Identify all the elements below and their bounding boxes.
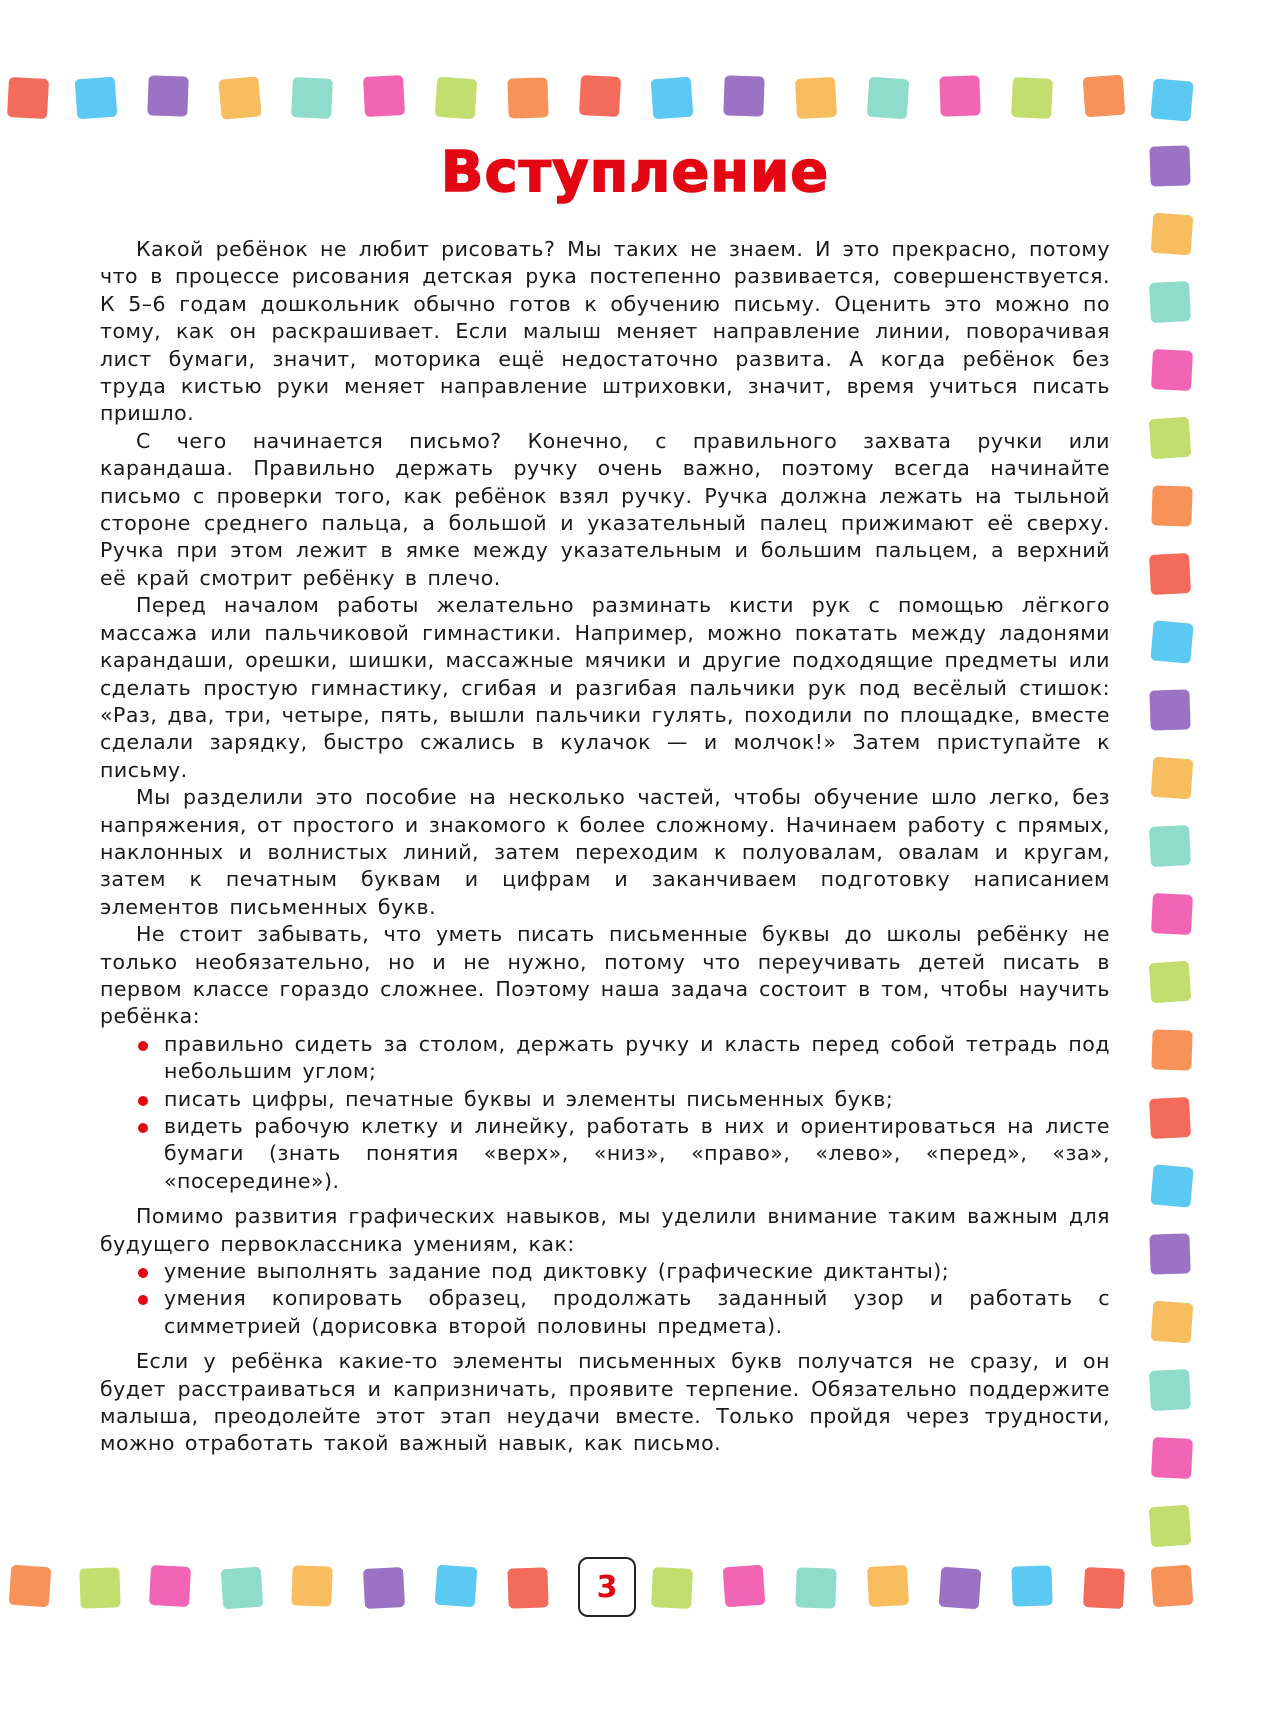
border-square bbox=[1011, 77, 1053, 119]
border-square bbox=[1151, 1029, 1192, 1070]
page-title: Вступление bbox=[440, 140, 830, 205]
paragraph: Помимо развития графических навыков, мы уделили внимание таким важным для будущего первоклассника умениям, как: bbox=[100, 1204, 1110, 1256]
border-square bbox=[1151, 349, 1193, 391]
border-square bbox=[79, 1567, 120, 1608]
border-square bbox=[939, 1567, 982, 1610]
border-square bbox=[147, 75, 188, 116]
border-square bbox=[9, 1565, 52, 1608]
paragraph: Мы разделили это пособие на несколько частей, чтобы обучение шло легко, без напряжения, от простого и знакомого к более сложному. Начинаем работу с прямых, наклонных и волнистых линий, затем переходим к полуовалам, овалам и кругам, затем к печатным буквам и цифрам и заканчиваем подготовку написанием элементов письменных букв. bbox=[100, 785, 1110, 919]
border-square bbox=[795, 1567, 836, 1608]
border-square bbox=[435, 77, 478, 120]
border-square bbox=[1149, 553, 1191, 595]
border-square bbox=[363, 1567, 405, 1609]
border-square bbox=[651, 77, 694, 120]
border-square bbox=[1150, 78, 1193, 121]
border-square bbox=[1151, 757, 1194, 800]
border-square bbox=[1151, 1565, 1194, 1608]
list-item: правильно сидеть за столом, держать ручку и класть перед собой тетрадь под небольшим углом; bbox=[100, 1031, 1110, 1086]
border-square bbox=[7, 77, 49, 119]
list-item: умения копировать образец, продолжать заданный узор и работать с симметрией (дорисовка второй половины предмета). bbox=[100, 1285, 1110, 1340]
border-square bbox=[1149, 825, 1191, 867]
border-square bbox=[1150, 1164, 1193, 1207]
paragraph: Какой ребёнок не любит рисовать? Мы таких не знаем. И это прекрасно, потому что в процессе рисования детская рука постепенно развивается, совершенствуется. К 5–6 годам дошкольник обычно готов к обучению письму. Оценить это можно по тому, как он раскрашивает. Если малыш меняет направление линии, поворачивая лист бумаги, значит, моторика ещё недостаточно развита. А когда ребёнок без труда кистью руки меняет направление штриховки, значит, время учиться писать пришло. bbox=[100, 237, 1110, 426]
border-square bbox=[867, 77, 910, 120]
paragraph: Если у ребёнка какие-то элементы письменных букв получатся не сразу, и он будет расстраиваться и капризничать, проявите терпение. Обязательно поддержите малыша, преодолейте этот этап неудачи вместе. Только пройдя через трудности, можно отработать такой важный навык, как письмо. bbox=[100, 1349, 1110, 1456]
border-square bbox=[1011, 1565, 1052, 1606]
border-square bbox=[75, 77, 118, 120]
border-square bbox=[1083, 75, 1126, 118]
border-square bbox=[1151, 1301, 1194, 1344]
border-square bbox=[1149, 1233, 1190, 1274]
border-square bbox=[651, 1567, 693, 1609]
list-item: умение выполнять задание под диктовку (графические диктанты); bbox=[100, 1258, 1110, 1285]
border-square bbox=[363, 75, 405, 117]
border-square bbox=[435, 1565, 478, 1608]
border-square bbox=[149, 1565, 191, 1607]
border-square bbox=[579, 75, 621, 117]
border-square bbox=[1150, 620, 1193, 663]
border-square bbox=[1149, 1369, 1191, 1411]
border-square bbox=[1149, 689, 1190, 730]
border-square bbox=[939, 75, 980, 116]
border-square bbox=[723, 1565, 766, 1608]
border-square bbox=[1149, 1097, 1191, 1139]
page-number: 3 bbox=[578, 1557, 636, 1617]
border-square bbox=[1151, 213, 1194, 256]
list-item: видеть рабочую клетку и линейку, работать в них и ориентироваться на листе бумаги (знать понятия «верх», «низ», «право», «лево», «перед», «за», «посередине»). bbox=[100, 1113, 1110, 1195]
bullet-list bbox=[100, 1031, 1110, 1195]
border-square bbox=[221, 1567, 264, 1610]
body-text bbox=[100, 236, 1110, 1458]
paragraph: Не стоит забывать, что уметь писать письменные буквы до школы ребёнку не только необязательно, но и не нужно, потому что переучивать детей писать в первом классе гораздо сложнее. Поэтому наша задача состоит в том, чтобы научить ребёнка: bbox=[100, 922, 1110, 1029]
border-square bbox=[1149, 281, 1191, 323]
paragraph: Перед началом работы желательно разминать кисти рук с помощью лёгкого массажа или пальчиковой гимнастики. Например, можно покатать между ладонями карандаши, орешки, шишки, массажные мячики и другие подходящие предметы или сделать простую гимнастику, сгибая и разгибая пальчики рук под весёлый стишок: «Раз, два, три, четыре, пять, вышли пальчики гулять, походили по площадке, вместе сделали зарядку, быстро сжались в кулачок — и молчок!» Затем приступайте к письму. bbox=[100, 593, 1110, 782]
bullet-list bbox=[100, 1258, 1110, 1340]
border-square bbox=[507, 77, 548, 118]
list-item: писать цифры, печатные буквы и элементы письменных букв; bbox=[100, 1086, 1110, 1113]
border-square bbox=[291, 1565, 332, 1606]
border-square bbox=[291, 77, 333, 119]
border-square bbox=[795, 77, 837, 119]
border-square bbox=[1149, 1505, 1192, 1548]
border-square bbox=[507, 1567, 548, 1608]
border-square bbox=[1151, 1437, 1193, 1479]
paragraph: С чего начинается письмо? Конечно, с правильного захвата ручки или карандаша. Правильно держать ручку очень важно, поэтому всегда начинайте письмо с проверки того, как ребёнок взял ручку. Ручка должна лежать на тыльной стороне среднего пальца, а большой и указательный палец прижимают её сверху. Ручка при этом лежит в ямке между указательным и большим пальцем, а верхний её край смотрит ребёнку в плечо. bbox=[100, 428, 1110, 590]
border-square bbox=[723, 75, 764, 116]
border-square bbox=[1151, 893, 1193, 935]
border-square bbox=[1151, 485, 1192, 526]
border-square bbox=[1149, 961, 1192, 1004]
border-square bbox=[218, 76, 261, 119]
border-square bbox=[1149, 417, 1192, 460]
border-square bbox=[867, 1565, 909, 1607]
border-square bbox=[1083, 1567, 1125, 1609]
